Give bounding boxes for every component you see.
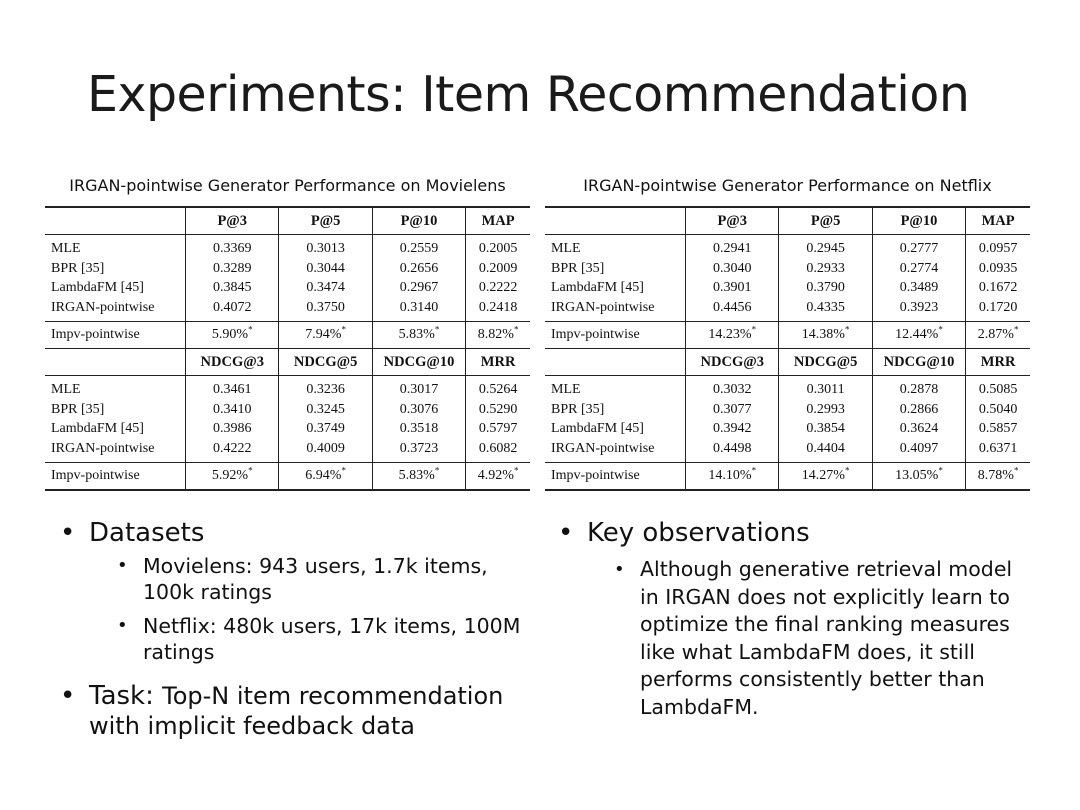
table-cell: 0.1672	[966, 278, 1030, 298]
row-label: MLE	[51, 382, 81, 397]
significance-mark: *	[938, 324, 943, 335]
table-cell: 0.2777	[872, 235, 965, 259]
column-header: NDCG@5	[779, 349, 872, 376]
results-table	[45, 206, 530, 491]
table-cell: 0.1720	[966, 298, 1030, 322]
row-label: IRGAN-pointwise	[551, 299, 655, 315]
table-cell: 0.2418	[466, 298, 530, 322]
table-cell: 0.3986	[186, 419, 279, 439]
improvement-cell	[872, 322, 965, 349]
observation-bullet: • Although generative retrieval model in IRGAN does not explicitly learn to optimize the final ranking measures like what LambdaFM does, it still performs consistently better than LambdaFM.	[614, 556, 1028, 721]
significance-mark: *	[844, 465, 850, 476]
table-caption: IRGAN-pointwise Generator Performance on Movielens	[69, 176, 506, 195]
header-spacer	[545, 207, 686, 235]
improvement-cell	[466, 322, 530, 349]
table-cell: 0.6082	[466, 439, 530, 463]
improvement-value: 7.94%	[305, 327, 342, 342]
improvement-row	[545, 463, 1030, 491]
significance-mark: *	[248, 465, 253, 476]
table-row	[45, 400, 530, 420]
table-cell: 0.3017	[372, 376, 465, 400]
column-header: MRR	[966, 349, 1030, 376]
improvement-cell	[279, 463, 372, 491]
improvement-value: 5.83%	[398, 327, 435, 342]
table-cell: 0.3854	[779, 419, 872, 439]
row-label: Impv-pointwise	[45, 463, 186, 491]
results-table	[545, 206, 1030, 491]
improvement-row	[45, 463, 530, 491]
improvement-cell	[279, 322, 372, 349]
header-row	[545, 349, 1030, 376]
table-row	[545, 439, 1030, 463]
table-cell: 0.5040	[966, 400, 1030, 420]
table-cell: 0.3289	[186, 259, 279, 279]
table-cell: 0.4456	[686, 298, 779, 322]
table-cell: 0.3750	[279, 298, 372, 322]
table-row	[45, 419, 530, 439]
table-cell: 0.3723	[372, 439, 465, 463]
table-cell: 0.2222	[466, 278, 530, 298]
table-row	[45, 439, 530, 463]
table-cell: 0.2941	[686, 235, 779, 259]
table-cell: 0.6371	[966, 439, 1030, 463]
table-cell: 0.5857	[966, 419, 1030, 439]
table-cell: 0.3369	[186, 235, 279, 259]
table-cell: 0.4009	[279, 439, 372, 463]
column-header: NDCG@3	[186, 349, 279, 376]
column-header: NDCG@10	[372, 349, 465, 376]
table-cell: 0.2005	[466, 235, 530, 259]
table-row	[45, 235, 530, 259]
header-row	[45, 349, 530, 376]
improvement-cell	[372, 322, 465, 349]
table-cell: 0.5290	[466, 400, 530, 420]
table-cell: 0.3942	[686, 419, 779, 439]
table-cell: 0.3245	[279, 400, 372, 420]
row-label: Impv-pointwise	[545, 322, 686, 349]
improvement-cell	[466, 463, 530, 491]
improvement-value: 4.92%	[477, 468, 514, 483]
improvement-value: 8.82%	[477, 327, 514, 342]
table-cell: 0.5085	[966, 376, 1030, 400]
table-cell: 0.3489	[872, 278, 965, 298]
table-cell: 0.3040	[686, 259, 779, 279]
improvement-cell	[779, 322, 872, 349]
table-cell: 0.2945	[779, 235, 872, 259]
table-cell: 0.5264	[466, 376, 530, 400]
column-header: P@5	[279, 207, 372, 235]
column-header: MAP	[466, 207, 530, 235]
significance-mark: *	[434, 465, 440, 476]
netflix-table-block	[545, 174, 1030, 491]
table-cell: 0.3410	[186, 400, 279, 420]
row-label: LambdaFM [45]	[551, 280, 644, 295]
table-cell: 0.0957	[966, 235, 1030, 259]
improvement-cell	[966, 463, 1030, 491]
improvement-value: 8.78%	[977, 468, 1014, 483]
column-header: NDCG@5	[279, 349, 372, 376]
table-cell: 0.4097	[872, 439, 965, 463]
table-row	[545, 298, 1030, 322]
row-label: Impv-pointwise	[45, 322, 186, 349]
row-label: MLE	[551, 382, 581, 397]
column-header: P@5	[779, 207, 872, 235]
task-label: Task:	[89, 681, 154, 711]
table-cell: 0.2774	[872, 259, 965, 279]
row-label: BPR [35]	[551, 401, 605, 417]
improvement-value: 13.05%	[895, 468, 939, 483]
header-row	[45, 207, 530, 235]
improvement-value: 6.94%	[305, 468, 342, 483]
column-header: MAP	[966, 207, 1030, 235]
significance-mark: *	[1013, 465, 1019, 476]
movielens-bullet: • Movielens: 943 users, 1.7k items, 100k ratings	[117, 553, 530, 605]
improvement-cell	[779, 463, 872, 491]
improvement-row	[545, 322, 1030, 349]
significance-mark: *	[938, 465, 943, 476]
row-label: MLE	[551, 241, 581, 256]
table-cell: 0.2878	[872, 376, 965, 400]
table-row	[45, 259, 530, 279]
netflix-bullet: • Netflix: 480k users, 17k items, 100M ratings	[117, 613, 530, 665]
table-cell: 0.3518	[372, 419, 465, 439]
table-cell: 0.3140	[372, 298, 465, 322]
row-label: BPR [35]	[551, 260, 605, 276]
improvement-value: 5.83%	[398, 468, 435, 483]
movielens-table-block	[45, 174, 530, 491]
header-spacer	[45, 349, 186, 376]
significance-mark: *	[751, 465, 757, 476]
header-spacer	[545, 349, 686, 376]
improvement-cell	[872, 463, 965, 491]
row-label: BPR [35]	[51, 260, 105, 276]
right-bullets	[558, 517, 1028, 721]
significance-mark: *	[1013, 324, 1019, 335]
table-cell: 0.3077	[686, 400, 779, 420]
improvement-value: 5.92%	[211, 468, 249, 483]
table-row	[545, 278, 1030, 298]
task-text: Top-N item recommendation with implicit feedback data	[89, 682, 504, 740]
significance-mark: *	[434, 324, 440, 335]
table-row	[45, 376, 530, 400]
improvement-value: 5.90%	[211, 327, 249, 342]
table-cell: 0.4072	[186, 298, 279, 322]
row-label: MLE	[51, 241, 81, 256]
significance-mark: *	[844, 324, 850, 335]
improvement-row	[45, 322, 530, 349]
row-label: IRGAN-pointwise	[551, 440, 655, 456]
table-cell: 0.3013	[279, 235, 372, 259]
improvement-cell	[686, 322, 779, 349]
improvement-value: 12.44%	[895, 327, 939, 342]
table-cell: 0.2993	[779, 400, 872, 420]
significance-mark: *	[513, 465, 519, 476]
row-label: LambdaFM [45]	[51, 280, 144, 295]
table-cell: 0.2656	[372, 259, 465, 279]
column-header: P@10	[872, 207, 965, 235]
improvement-cell	[372, 463, 465, 491]
significance-mark: *	[513, 324, 519, 335]
table-cell: 0.4498	[686, 439, 779, 463]
row-label: BPR [35]	[51, 401, 105, 417]
table-row	[545, 235, 1030, 259]
column-header: NDCG@10	[872, 349, 965, 376]
table-cell: 0.2933	[779, 259, 872, 279]
table-cell: 0.3461	[186, 376, 279, 400]
improvement-cell	[966, 322, 1030, 349]
table-cell: 0.3923	[872, 298, 965, 322]
table-cell: 0.4404	[779, 439, 872, 463]
table-cell: 0.4335	[779, 298, 872, 322]
table-row	[545, 376, 1030, 400]
header-spacer	[45, 207, 186, 235]
improvement-value: 14.38%	[801, 327, 845, 342]
row-label: LambdaFM [45]	[551, 421, 644, 436]
column-header: MRR	[466, 349, 530, 376]
table-cell: 0.3901	[686, 278, 779, 298]
table-row	[545, 259, 1030, 279]
table-cell: 0.3845	[186, 278, 279, 298]
observations-heading: • Key observations	[558, 517, 1028, 549]
table-cell: 0.4222	[186, 439, 279, 463]
table-cell: 0.3236	[279, 376, 372, 400]
column-header: P@3	[686, 207, 779, 235]
significance-mark: *	[341, 324, 346, 335]
table-cell: 0.2559	[372, 235, 465, 259]
table-cell: 0.3032	[686, 376, 779, 400]
table-caption: IRGAN-pointwise Generator Performance on Netflix	[583, 176, 992, 195]
left-bullets	[60, 517, 530, 741]
significance-mark: *	[751, 324, 757, 335]
improvement-cell	[186, 463, 279, 491]
table-row	[45, 278, 530, 298]
row-label: LambdaFM [45]	[51, 421, 144, 436]
row-label: IRGAN-pointwise	[51, 440, 155, 456]
row-label: IRGAN-pointwise	[51, 299, 155, 315]
improvement-value: 2.87%	[977, 327, 1014, 342]
improvement-value: 14.23%	[708, 327, 752, 342]
table-row	[545, 419, 1030, 439]
table-row	[45, 298, 530, 322]
task-bullet	[60, 681, 530, 741]
table-cell: 0.2866	[872, 400, 965, 420]
improvement-cell	[186, 322, 279, 349]
slide-title: Experiments: Item Recommendation	[87, 66, 970, 123]
table-row	[545, 400, 1030, 420]
table-cell: 0.5797	[466, 419, 530, 439]
column-header: P@3	[186, 207, 279, 235]
table-cell: 0.3624	[872, 419, 965, 439]
table-cell: 0.3790	[779, 278, 872, 298]
table-cell: 0.3749	[279, 419, 372, 439]
table-cell: 0.3076	[372, 400, 465, 420]
table-cell: 0.2009	[466, 259, 530, 279]
row-label: Impv-pointwise	[545, 463, 686, 491]
table-cell: 0.3474	[279, 278, 372, 298]
column-header: NDCG@3	[686, 349, 779, 376]
datasets-heading: • Datasets	[60, 517, 530, 549]
table-cell: 0.2967	[372, 278, 465, 298]
header-row	[545, 207, 1030, 235]
improvement-cell	[686, 463, 779, 491]
table-cell: 0.3011	[779, 376, 872, 400]
table-cell: 0.3044	[279, 259, 372, 279]
improvement-value: 14.10%	[708, 468, 752, 483]
improvement-value: 14.27%	[801, 468, 845, 483]
column-header: P@10	[372, 207, 465, 235]
table-cell: 0.0935	[966, 259, 1030, 279]
significance-mark: *	[248, 324, 253, 335]
significance-mark: *	[341, 465, 346, 476]
